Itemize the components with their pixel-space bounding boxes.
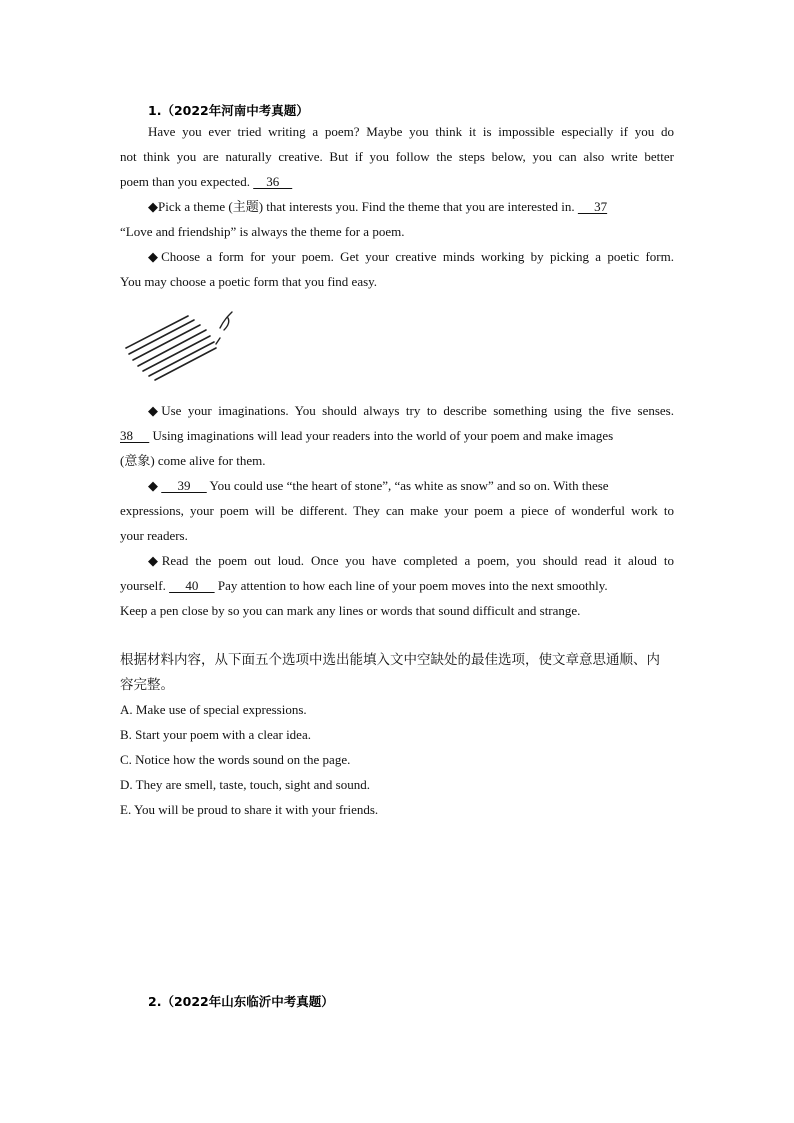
instruction-line-1: 根据材料内容，从下面五个选项中选出能填入文中空缺处的最佳选项，使文章意思通顺、内: [120, 652, 660, 668]
step-2-line-1: ◆Choose a form for your poem. Get your creative minds working by picking a poetic form.: [148, 249, 674, 264]
blank-40[interactable]: 40: [169, 578, 215, 593]
step-4-bullet: ◆: [148, 478, 162, 493]
step-1-line-2: “Love and friendship” is always the theme for a poem.: [120, 224, 405, 239]
blank-37[interactable]: 37: [577, 199, 608, 214]
step-4-line-1: [148, 478, 674, 494]
step-1-text: ◆Pick a theme (主题) that interests you. Find the theme that you are interested in.: [148, 199, 578, 214]
step-3-line-1: ◆Use your imaginations. You should always try to describe something using the five senses.: [148, 403, 674, 418]
step-5-line-3: Keep a pen close by so you can mark any lines or words that sound difficult and strange.: [120, 603, 581, 618]
blank-36[interactable]: 36: [253, 174, 293, 189]
option-d[interactable]: D. They are smell, taste, touch, sight and sound.: [120, 777, 370, 792]
step-3-line-3: (意象) come alive for them.: [120, 453, 266, 468]
option-a[interactable]: A. Make use of special expressions.: [120, 702, 307, 717]
step-3-line-2-text: Using imaginations will lead your readers into the world of your poem and make images: [149, 428, 614, 443]
step-5-line-2: [120, 578, 674, 594]
option-c[interactable]: C. Notice how the words sound on the page.: [120, 752, 351, 767]
intro-line-2: not think you are naturally creative. But if you follow the steps below, you can also write better: [120, 149, 674, 164]
step-5-line-1: ◆Read the poem out loud. Once you have completed a poem, you should read it aloud to: [148, 553, 674, 568]
step-5-line-2-text: Pay attention to how each line of your poem moves into the next smoothly.: [214, 578, 608, 593]
step-4-line-2: expressions, your poem will be different. They can make your poem a piece of wonderful work to: [120, 503, 674, 518]
intro-line-3: [120, 174, 674, 190]
option-e[interactable]: E. You will be proud to share it with your friends.: [120, 802, 379, 817]
step-4-line-1-text: You could use “the heart of stone”, “as white as snow” and so on. With these: [206, 478, 609, 493]
question-1-heading: 1.（2022年河南中考真题）: [148, 103, 309, 118]
step-1-line-1: [148, 199, 674, 215]
step-2-line-2: You may choose a poetic form that you find easy.: [120, 274, 378, 289]
question-2-heading: 2.（2022年山东临沂中考真题）: [148, 994, 334, 1009]
instruction-line-2: 容完整。: [120, 677, 174, 693]
intro-line-1: Have you ever tried writing a poem? Maybe you think it is impossible especially if you do: [148, 124, 674, 139]
step-4-line-3: your readers.: [120, 528, 188, 543]
blank-38[interactable]: 38: [120, 428, 150, 443]
step-5-line-2-lead: yourself.: [120, 578, 170, 593]
blank-39[interactable]: 39: [161, 478, 207, 493]
option-b[interactable]: B. Start your poem with a clear idea.: [120, 727, 311, 742]
intro-line-3-text: poem than you expected.: [120, 174, 254, 189]
step-3-line-2: [120, 428, 674, 444]
pen-drawing-icon: [124, 310, 244, 382]
